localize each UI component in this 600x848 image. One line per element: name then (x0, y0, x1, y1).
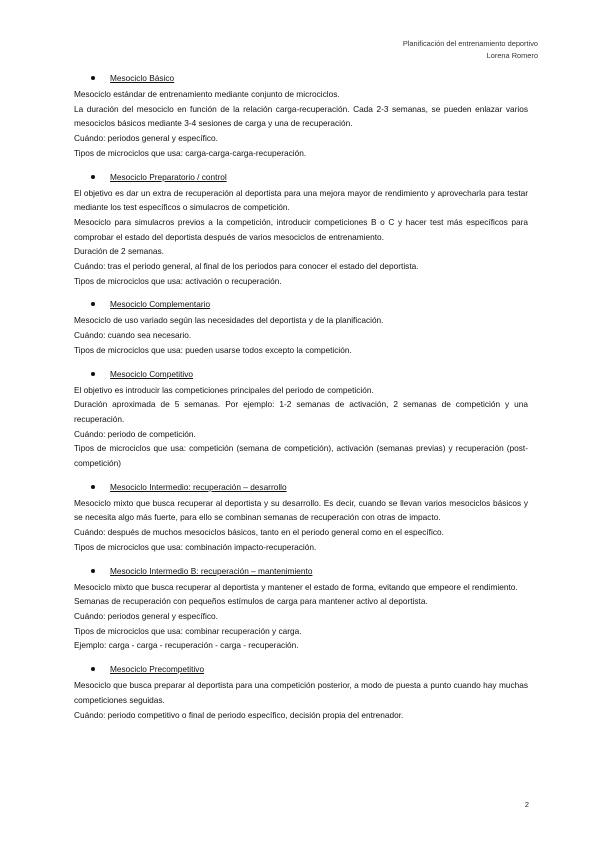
section-heading (74, 70, 528, 86)
paragraph-line: Cuándo: cuando sea necesario. (74, 330, 192, 341)
section-title: Mesociclo Básico (110, 73, 175, 83)
section-mesociclo-intermedio (74, 479, 528, 555)
paragraph-line: Tipos de microciclos que usa: activación o recuperación. (74, 275, 282, 286)
section-heading (74, 661, 528, 677)
section-title: Mesociclo Preparatorio / control (110, 171, 227, 182)
bullet-icon (91, 175, 95, 179)
document-body (74, 70, 528, 730)
paragraph-line: Mesociclo de uso variado según las necesidades del deportista y de la planificación. (74, 315, 384, 326)
section-heading (74, 366, 528, 382)
section-mesociclo-basico (74, 70, 528, 161)
bullet-icon (91, 76, 95, 80)
section-title: Mesociclo Complementario (110, 299, 211, 310)
paragraph-line: El objetivo es introducir las competiciones principales del periodo de competición. (74, 384, 374, 395)
paragraph-line: Cuándo: tras el periodo general, al final de los periodos para conocer el estado del deportista. (74, 261, 419, 272)
paragraph-line: Tipos de microciclos que usa: combinar recuperación y carga. (74, 625, 302, 636)
paragraph-line: Cuándo: periodos general y específico. (74, 610, 218, 621)
paragraph-line: Duración aproximada de 5 semanas. Por ejemplo: 1-2 semanas de activación, 2 semanas de competición y una recuperación. (74, 399, 528, 424)
header-author: Lorena Romero (486, 51, 538, 60)
paragraph-line: Tipos de microciclos que usa: carga-carga-carga-recuperación. (74, 147, 307, 158)
section-title: Mesociclo Competitivo (110, 368, 193, 379)
bullet-icon (91, 302, 95, 306)
section-mesociclo-preparatorio (74, 169, 528, 289)
section-mesociclo-precompetitivo (74, 661, 528, 722)
bullet-icon (91, 667, 95, 671)
paragraph-line: La duración del mesociclo en función de la relación carga-recuperación. Cada 2-3 semanas, se pueden enlazar varios mesociclos básicos mediante 3-4 sesiones de carga y una de recuperación. (74, 103, 528, 129)
section-mesociclo-intermedio-b (74, 563, 528, 654)
bullet-icon (91, 485, 95, 489)
section-mesociclo-competitivo (74, 366, 528, 471)
paragraph-line: Semanas de recuperación con pequeños estímulos de carga para mantener activo al deportista. (74, 596, 428, 607)
section-heading (74, 479, 528, 495)
paragraph-line: El objetivo es dar un extra de recuperación al deportista para una mejora mayor de rendimiento y aprovecharla para testar mediante los test específicos o simulacros de competición. (74, 187, 528, 213)
paragraph-line: Tipos de microciclos que usa: competición (semana de competición), activación (semanas previas) y recuperación (post-competición) (74, 443, 528, 469)
paragraph-line: Duración de 2 semanas. (74, 246, 164, 257)
paragraph-line: Cuándo: periodo competitivo o final de periodo específico, decisión propia del entrenador. (74, 709, 404, 720)
paragraph-line: Tipos de microciclos que usa: pueden usarse todos excepto la competición. (74, 344, 352, 355)
section-heading (74, 296, 528, 312)
paragraph-line: Ejemplo: carga - carga - recuperación - carga - recuperación. (74, 640, 299, 651)
paragraph-line: Mesociclo estándar de entrenamiento mediante conjunto de microciclos. (74, 89, 340, 99)
section-mesociclo-complementario (74, 296, 528, 357)
paragraph-line: Mesociclo mixto que busca recuperar al deportista y su desarrollo. Es decir, cuando se llevan varios mesociclos básicos y se necesita algo más fuerte, para ello se combinan semanas de recuperación con otras de impacto. (74, 497, 528, 523)
page-number: 2 (524, 800, 529, 809)
bullet-icon (91, 569, 95, 573)
bullet-icon (91, 372, 95, 376)
page-header (403, 38, 538, 62)
paragraph-line: Cuándo: periodo de competición. (74, 428, 196, 439)
section-heading (74, 563, 528, 579)
section-title: Mesociclo Precompetitivo (110, 664, 205, 675)
section-title: Mesociclo Intermedio: recuperación – desarrollo (110, 481, 287, 492)
paragraph-line: Cuándo: después de muchos mesociclos básicos, tanto en el periodo general como en el específico. (74, 527, 444, 538)
paragraph-line: Mesociclo que busca preparar al deportista para una competición posterior, a modo de puesta a punto cuando hay muchas competiciones seguidas. (74, 680, 528, 705)
paragraph-line: Cuándo: periodos general y específico. (74, 133, 218, 144)
paragraph-line: Tipos de microciclos que usa: combinación impacto-recuperación. (74, 541, 317, 552)
paragraph-line: Mesociclo para simulacros previos a la competición, introducir competiciones B o C y hacer test más específicos para comprobar el estado del deportista después de varios mesociclos de entrenamiento. (74, 216, 528, 242)
paragraph-line: Mesociclo mixto que busca recuperar al deportista y mantener el estado de forma, evitando que empeore el rendimiento. (74, 581, 518, 592)
section-title: Mesociclo Intermedio B: recuperación – mantenimiento (110, 565, 313, 576)
header-document-title: Planificación del entrenamiento deportivo (402, 39, 538, 48)
section-heading (74, 169, 528, 185)
